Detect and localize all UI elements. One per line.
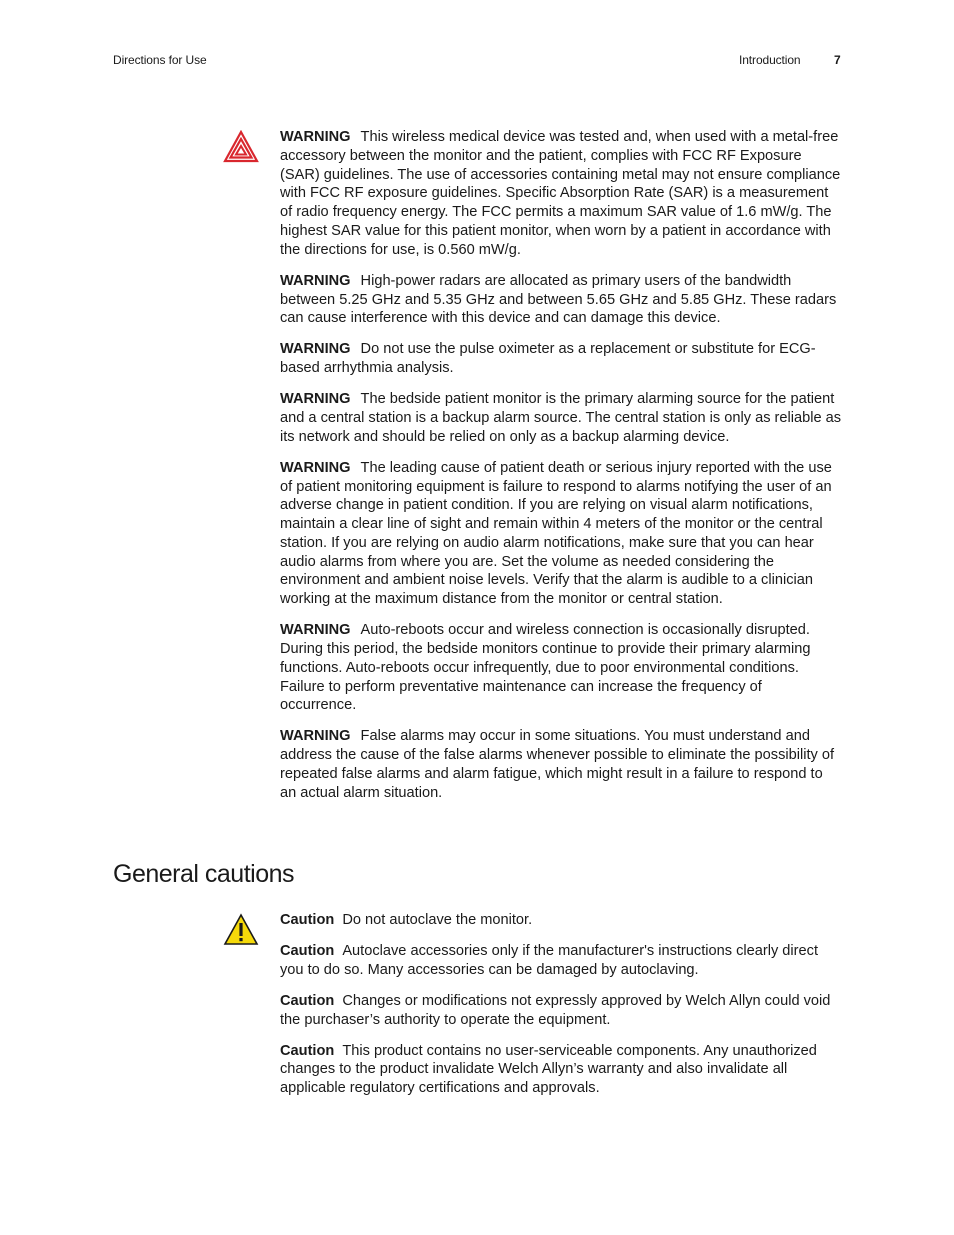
warning-item-label: WARNING: [280, 391, 351, 408]
cautions-list: [280, 911, 842, 1110]
caution-item-text: This product contains no user-serviceable components. Any unauthorized changes to the product invalidate Welch Allyn’s warranty and also invalidate all applicable regulatory certifications and approvals.: [280, 1042, 817, 1097]
section-title: General cautions: [113, 860, 295, 888]
warning-item-text: This wireless medical device was tested and, when used with a metal-free accessory between the monitor and the patient, complies with FCC RF Exposure (SAR) guidelines. The use of accessories containing metal may not ensure compliance with FCC RF exposure guidelines. Specific Absorption Rate (SAR) is a measurement of radio frequency energy. The FCC permits a maximum SAR value of 1.6 mW/g. The highest SAR value for this patient monitor, when worn by a patient in accordance with the directions for use, is 0.560 mW/g.: [280, 129, 841, 258]
warning-item-text: Do not use the pulse oximeter as a replacement or substitute for ECG-based arrhythmia analysis.: [280, 341, 816, 377]
running-header-section: Introduction: [739, 53, 801, 67]
caution-item-label: Caution: [280, 1042, 335, 1059]
warnings-list: [280, 128, 842, 815]
warning-item: [280, 272, 842, 328]
warning-item-text: The leading cause of patient death or serious injury reported with the use of patient monitoring equipment is failure to respond to alarms notifying the user of an adverse change in patient condition. If you are relying on visual alarm notifications, maintain a clear line of sight and remain within 4 meters of the monitor or the central station. If you are relying on audio alarm notifications, make sure that you can hear audio alarms from where you are. Set the volume as needed considering the environment and ambient noise levels. Verify that the alarm is audible to a clinician working at the maximum distance from the monitor or central station.: [280, 459, 832, 608]
caution-item-label: Caution: [280, 912, 335, 928]
caution-item-text: Autoclave accessories only if the manufacturer's instructions clearly direct you to do so. Many accessories can be damaged by autoclaving.: [280, 942, 818, 978]
warning-item-text: Auto-reboots occur and wireless connection is occasionally disrupted. During this period, the bedside monitors continue to provide their primary alarming functions. Auto-reboots occur infrequently, due to poor environmental conditions. Failure to perform preventative maintenance can increase the frequency of occurrence.: [280, 622, 811, 714]
warning-hazard-icon: [223, 130, 259, 164]
running-header-document-title: Directions for Use: [113, 53, 207, 67]
caution-item-text: Changes or modifications not expressly approved by Welch Allyn could void the purchaser’s authority to operate the equipment.: [280, 992, 831, 1028]
caution-item: [280, 942, 842, 980]
warning-item-text: False alarms may occur in some situations. You must understand and address the cause of the false alarms whenever possible to eliminate the possibility of repeated false alarms and alarm fatigue, which might result in a failure to respond to an actual alarm situation.: [280, 728, 835, 801]
warning-item-label: WARNING: [280, 341, 351, 358]
warning-item: [280, 340, 842, 378]
page-number: 7: [834, 53, 841, 67]
caution-exclamation-icon: [223, 913, 259, 947]
warning-item-text: High-power radars are allocated as primary users of the bandwidth between 5.25 GHz and 5.35 GHz and between 5.65 GHz and 5.85 GHz. These radars can cause interference with this device and can damage this device.: [280, 272, 837, 327]
warning-item: [280, 727, 842, 802]
caution-item: [280, 992, 842, 1030]
caution-item-text: Do not autoclave the monitor.: [342, 912, 533, 928]
caution-item: [280, 911, 842, 930]
warning-item: [280, 459, 842, 609]
caution-item-label: Caution: [280, 942, 335, 959]
warning-item: [280, 128, 842, 260]
warning-item-label: WARNING: [280, 728, 351, 745]
warning-item-label: WARNING: [280, 129, 351, 145]
warning-item: [280, 390, 842, 446]
caution-item-label: Caution: [280, 992, 335, 1009]
warning-item-label: WARNING: [280, 622, 351, 639]
warning-item-text: The bedside patient monitor is the primary alarming source for the patient and a central station is a backup alarm source. The central station is only as reliable as its network and should be relied on only as a backup alarming device.: [280, 391, 842, 445]
warning-item: [280, 621, 842, 715]
caution-item: [280, 1042, 842, 1098]
warning-item-label: WARNING: [280, 272, 351, 289]
warning-item-label: WARNING: [280, 459, 351, 476]
